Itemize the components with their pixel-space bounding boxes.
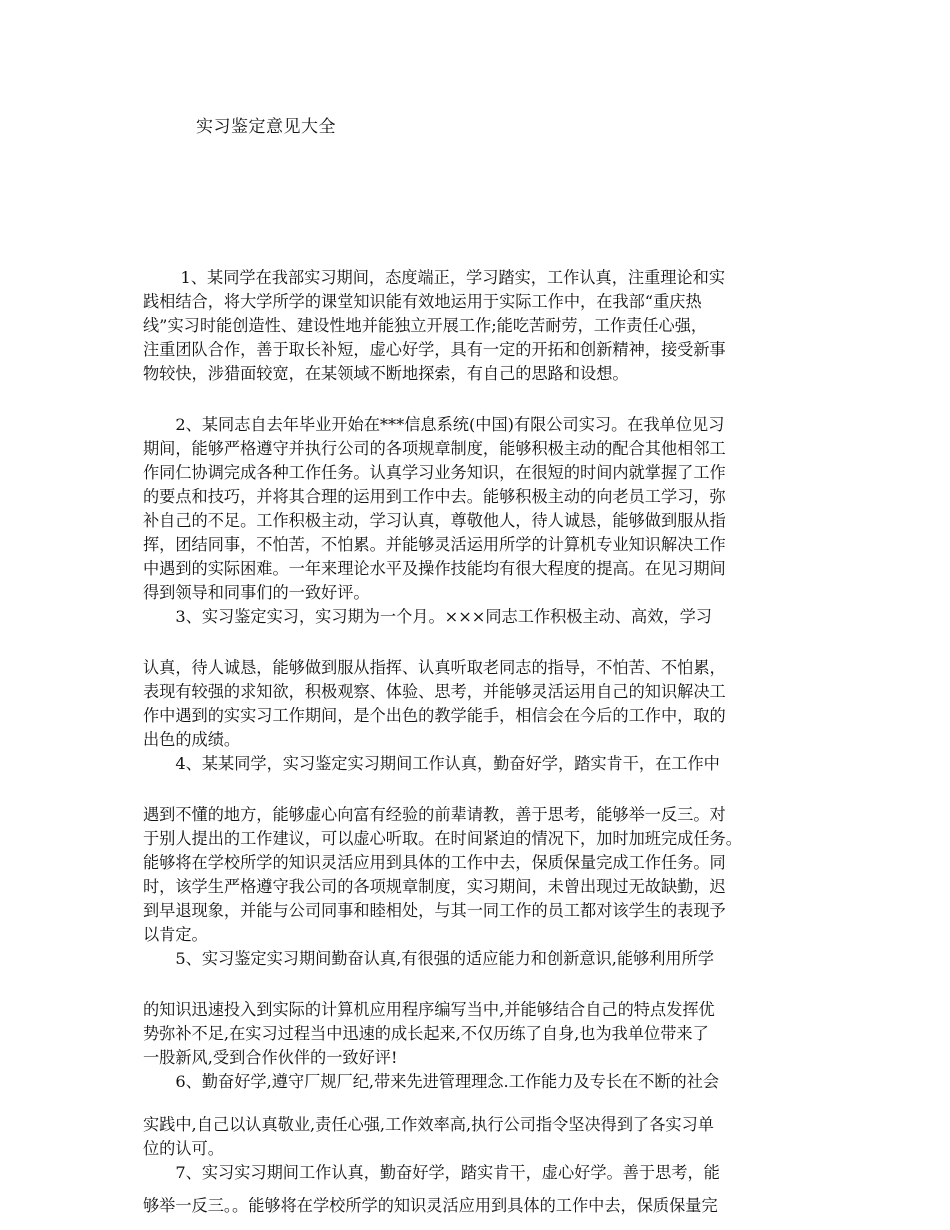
text-line: 6、勤奋好学,遵守厂规厂纪,带来先进管理理念.工作能力及专长在不断的社会	[143, 1072, 720, 1091]
text-line: 践相结合，将大学所学的课堂知识能有效地运用于实际工作中，在我部“重庆热	[143, 292, 702, 311]
text-line: 认真，待人诚恳，能够做到服从指挥、认真听取老同志的指导，不怕苦、不怕累，	[143, 658, 726, 677]
text-line: 出色的成绩。	[143, 730, 241, 749]
text-line: 4、某某同学，实习鉴定实习期间工作认真，勤奋好学，踏实肯干，在工作中	[143, 754, 720, 773]
text-line: 中遇到的实际困难。一年来理论水平及操作技能均有很大程度的提高。在见习期间	[143, 559, 726, 578]
text-line: 补自己的不足。工作积极主动，学习认真，尊敬他人，待人诚恳，能够做到服从指	[143, 511, 726, 530]
document-title: 实习鉴定意见大全	[196, 117, 336, 137]
text-line: 7、实习实习期间工作认真，勤奋好学，踏实肯干，虚心好学。善于思考，能	[143, 1163, 720, 1182]
text-line: 挥，团结同事，不怕苦，不怕累。并能够灵活运用所学的计算机专业知识解决工作	[143, 535, 726, 554]
text-line: 物较快，涉猎面较宽，在某领域不断地探索，有自己的思路和设想。	[143, 364, 629, 383]
text-line: 一股新风,受到合作伙伴的一致好评!	[143, 1048, 398, 1067]
text-line: 3、实习鉴定实习，实习期为一个月。×××同志工作积极主动、高效，学习	[143, 607, 712, 626]
text-line: 的要点和技巧，并将其合理的运用到工作中去。能够积极主动的向老员工学习，弥	[143, 487, 726, 506]
text-line: 以肯定。	[143, 925, 208, 944]
text-line: 够举一反三。。能够将在学校所学的知识灵活应用到具体的工作中去，保质保量完	[143, 1196, 718, 1215]
text-line: 注重团队合作，善于取长补短，虚心好学，具有一定的开拓和创新精神，接受新事	[143, 340, 726, 359]
text-line: 位的认可。	[143, 1139, 224, 1158]
text-line: 期间，能够严格遵守并执行公司的各项规章制度，能够积极主动的配合其他相邻工	[143, 439, 726, 458]
text-line: 2、某同志自去年毕业开始在***信息系统(中国)有限公司实习。在我单位见习	[143, 415, 725, 434]
text-line: 于别人提出的工作建议，可以虚心听取。在时间紧迫的情况下，加时加班完成任务。	[143, 829, 742, 848]
text-line: 作中遇到的实实习工作期间，是个出色的教学能手，相信会在今后的工作中，取的	[143, 706, 726, 725]
text-line: 实践中,自己以认真敬业,责任心强,工作效率高,执行公司指令坚决得到了各实习单	[143, 1115, 714, 1134]
text-line: 作同仁协调完成各种工作任务。认真学习业务知识，在很短的时间内就掌握了工作	[143, 463, 726, 482]
text-line: 到早退现象，并能与公司同事和睦相处，与其一同工作的员工都对该学生的表现予	[143, 901, 726, 920]
text-line: 势弥补不足,在实习过程当中迅速的成长起来,不仅历练了自身,也为我单位带来了	[143, 1024, 709, 1043]
text-line: 的知识迅速投入到实际的计算机应用程序编写当中,并能够结合自己的特点发挥优	[143, 1000, 715, 1019]
text-line: 1、某同学在我部实习期间，态度端正，学习踏实，工作认真，注重理论和实	[143, 268, 726, 287]
text-line: 能够将在学校所学的知识灵活应用到具体的工作中去，保质保量完成工作任务。同	[143, 853, 726, 872]
text-line: 线”实习时能创造性、建设性地并能独立开展工作;能吃苦耐劳，工作责任心强，	[143, 316, 708, 335]
text-line: 5、实习鉴定实习期间勤奋认真,有很强的适应能力和创新意识,能够利用所学	[143, 949, 714, 968]
text-line: 遇到不懂的地方，能够虚心向富有经验的前辈请教，善于思考，能够举一反三。对	[143, 805, 726, 824]
text-line: 表现有较强的求知欲，积极观察、体验、思考，并能够灵活运用自己的知识解决工	[143, 682, 726, 701]
text-line: 时，该学生严格遵守我公司的各项规章制度，实习期间，未曾出现过无故缺勤，迟	[143, 877, 726, 896]
text-line: 得到领导和同事们的一致好评。	[143, 583, 370, 602]
